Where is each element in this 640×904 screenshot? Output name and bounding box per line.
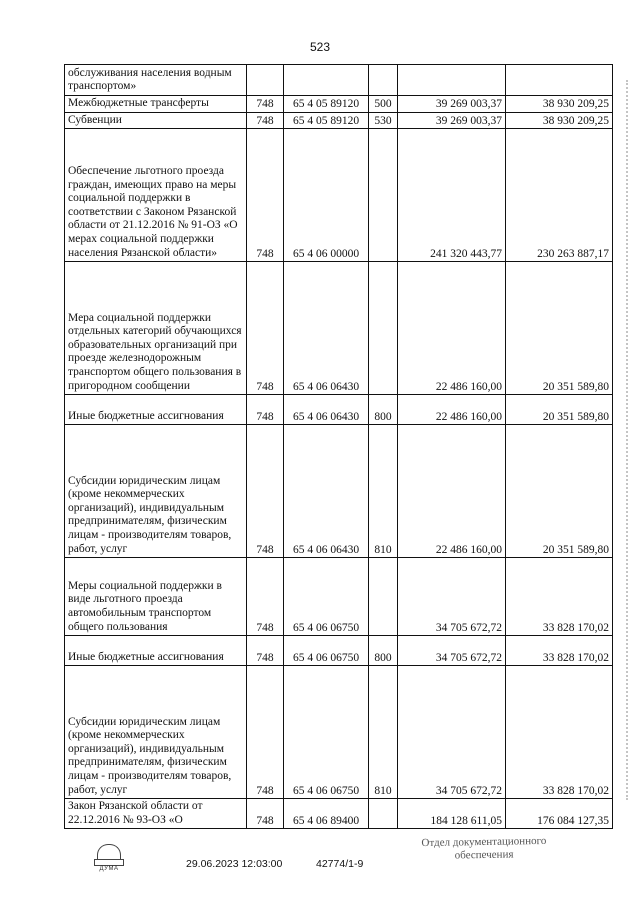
- row-amount-1: 184 128 611,05: [398, 799, 506, 829]
- row-amount-1: 241 320 443,77: [398, 129, 506, 262]
- building-base-icon: [94, 859, 124, 866]
- row-ministry-code: 748: [247, 112, 284, 129]
- row-expense-type: [369, 262, 398, 395]
- row-expense-type: 800: [369, 395, 398, 425]
- footer-date: 29.06.2023 12:03:00: [186, 858, 283, 870]
- table-row: [65, 262, 613, 395]
- row-name: Субсидии юридическим лицам (кроме некоммерческих организаций), индивидуальным предпринимателям, физическим лицам - производителям товаров, работ, услуг: [65, 425, 247, 558]
- department-stamp: [404, 835, 564, 864]
- row-amount-2: 33 828 170,02: [506, 666, 613, 799]
- row-target-article: 65 4 06 06430: [284, 395, 369, 425]
- row-amount-2: 20 351 589,80: [506, 425, 613, 558]
- row-amount-1: 22 486 160,00: [398, 425, 506, 558]
- row-amount-1: 34 705 672,72: [398, 666, 506, 799]
- row-ministry-code: 748: [247, 262, 284, 395]
- table-row: [65, 799, 613, 829]
- row-name: Иные бюджетные ассигнования: [65, 395, 247, 425]
- row-target-article: 65 4 06 06430: [284, 425, 369, 558]
- table-row: [65, 666, 613, 799]
- row-expense-type: [369, 799, 398, 829]
- row-expense-type: 800: [369, 636, 398, 666]
- row-ministry-code: 748: [247, 129, 284, 262]
- row-target-article: 65 4 06 00000: [284, 129, 369, 262]
- row-ministry-code: 748: [247, 799, 284, 829]
- row-expense-type: 810: [369, 425, 398, 558]
- dome-icon: [97, 844, 121, 859]
- row-ministry-code: 748: [247, 96, 284, 113]
- page-number: 523: [309, 40, 331, 54]
- stamp-line-1: Отдел документационного: [421, 834, 547, 850]
- row-name: Межбюджетные трансферты: [65, 96, 247, 113]
- row-name: Субсидии юридическим лицам (кроме некоммерческих организаций), индивидуальным предпринимателям, физическим лицам - производителям товаров, работ, услуг: [65, 666, 247, 799]
- row-expense-type: [369, 558, 398, 636]
- row-target-article: [284, 65, 369, 96]
- stamp-line-2: обеспечения: [454, 848, 514, 862]
- row-amount-1: 22 486 160,00: [398, 262, 506, 395]
- row-amount-2: 33 828 170,02: [506, 558, 613, 636]
- row-amount-1: 39 269 003,37: [398, 112, 506, 129]
- row-expense-type: 530: [369, 112, 398, 129]
- row-amount-1: [398, 65, 506, 96]
- row-target-article: 65 4 06 89400: [284, 799, 369, 829]
- row-target-article: 65 4 06 06750: [284, 636, 369, 666]
- row-amount-2: 38 930 209,25: [506, 112, 613, 129]
- row-name: Мера социальной поддержки отдельных категорий обучающихся образовательных организаций при проезде железнодорожным транспортом общего пользования в пригородном сообщении: [65, 262, 247, 395]
- row-amount-2: 20 351 589,80: [506, 395, 613, 425]
- row-expense-type: 500: [369, 96, 398, 113]
- table-row: [65, 636, 613, 666]
- table-row: [65, 395, 613, 425]
- row-ministry-code: 748: [247, 395, 284, 425]
- row-amount-1: 34 705 672,72: [398, 636, 506, 666]
- row-amount-2: 33 828 170,02: [506, 636, 613, 666]
- table-row: [65, 96, 613, 113]
- row-amount-1: 34 705 672,72: [398, 558, 506, 636]
- row-name: Обеспечение льготного проезда граждан, имеющих право на меры социальной поддержки в соответствии с Законом Рязанской области от 21.12.2016 № 91-ОЗ «О мерах социальной поддержки населения Рязанской области»: [65, 129, 247, 262]
- row-amount-2: 230 263 887,17: [506, 129, 613, 262]
- table-row: [65, 129, 613, 262]
- table-row: [65, 65, 613, 96]
- footer-document-id: 42774/1-9: [316, 858, 364, 870]
- row-name: Меры социальной поддержки в виде льготного проезда автомобильным транспортом общего пользования: [65, 558, 247, 636]
- row-target-article: 65 4 06 06430: [284, 262, 369, 395]
- row-amount-2: [506, 65, 613, 96]
- row-ministry-code: 748: [247, 636, 284, 666]
- budget-table: [64, 64, 613, 829]
- row-target-article: 65 4 06 06750: [284, 558, 369, 636]
- row-target-article: 65 4 06 06750: [284, 666, 369, 799]
- table-row: [65, 425, 613, 558]
- table-row: [65, 558, 613, 636]
- row-ministry-code: 748: [247, 666, 284, 799]
- row-expense-type: 810: [369, 666, 398, 799]
- row-amount-1: 39 269 003,37: [398, 96, 506, 113]
- row-target-article: 65 4 05 89120: [284, 96, 369, 113]
- row-name: обслуживания населения водным транспортом»: [65, 65, 247, 96]
- row-name: Субвенции: [65, 112, 247, 129]
- row-ministry-code: 748: [247, 425, 284, 558]
- scan-edge-marks: [626, 80, 634, 800]
- row-amount-2: 38 930 209,25: [506, 96, 613, 113]
- row-name: Закон Рязанской области от 22.12.2016 № 93-ОЗ «О: [65, 799, 247, 829]
- row-amount-2: 176 084 127,35: [506, 799, 613, 829]
- row-expense-type: [369, 129, 398, 262]
- row-amount-1: 22 486 160,00: [398, 395, 506, 425]
- row-expense-type: [369, 65, 398, 96]
- duma-logo: [94, 844, 124, 880]
- row-amount-2: 20 351 589,80: [506, 262, 613, 395]
- row-name: Иные бюджетные ассигнования: [65, 636, 247, 666]
- row-target-article: 65 4 05 89120: [284, 112, 369, 129]
- table-row: [65, 112, 613, 129]
- row-ministry-code: 748: [247, 558, 284, 636]
- logo-text: ДУМА: [99, 866, 119, 872]
- row-ministry-code: [247, 65, 284, 96]
